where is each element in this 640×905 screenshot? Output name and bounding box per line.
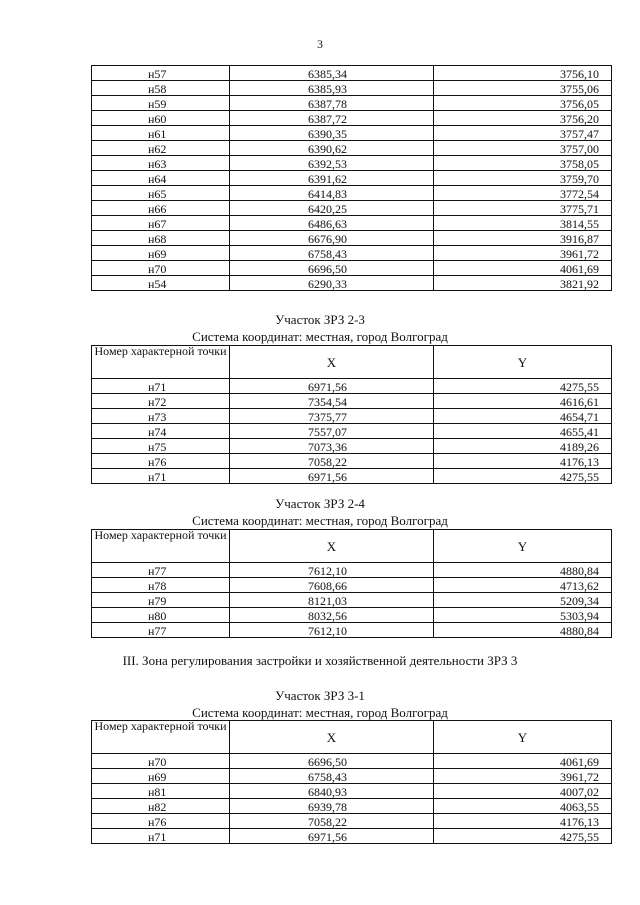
point-number-cell: н72	[92, 394, 230, 409]
header-point-number: Номер характерной точки	[92, 346, 230, 379]
table-row	[92, 424, 612, 439]
table-header-row	[92, 530, 612, 563]
y-coordinate-cell: 3756,10	[434, 66, 612, 81]
table-body	[92, 379, 612, 484]
point-number-cell: н79	[92, 593, 230, 608]
y-coordinate-cell: 3775,71	[434, 201, 612, 216]
table-row	[92, 111, 612, 126]
header-x: X	[230, 346, 434, 379]
point-number-cell: н69	[92, 769, 230, 784]
y-coordinate-cell: 4176,13	[434, 454, 612, 469]
y-coordinate-cell: 3772,54	[434, 186, 612, 201]
table-row	[92, 276, 612, 291]
table-row	[92, 186, 612, 201]
table-row	[92, 799, 612, 814]
point-number-cell: н70	[92, 261, 230, 276]
table-row	[92, 578, 612, 593]
point-number-cell: н61	[92, 126, 230, 141]
section-title-zrz-2-4: Участок ЗРЗ 2-4	[275, 496, 365, 511]
table-row	[92, 754, 612, 769]
table-row	[92, 231, 612, 246]
page-number: 3	[317, 37, 323, 51]
y-coordinate-cell: 5303,94	[434, 608, 612, 623]
y-coordinate-cell: 4275,55	[434, 469, 612, 484]
y-coordinate-cell: 3961,72	[434, 246, 612, 261]
coordinate-system-caption: Система координат: местная, город Волгоград	[192, 513, 448, 528]
table-row	[92, 66, 612, 81]
table-body	[92, 66, 612, 291]
x-coordinate-cell: 7375,77	[230, 409, 434, 424]
point-number-cell: н65	[92, 186, 230, 201]
y-coordinate-cell: 4061,69	[434, 754, 612, 769]
point-number-cell: н62	[92, 141, 230, 156]
coordinates-table-zrz-2-3	[91, 345, 612, 484]
point-number-cell: н80	[92, 608, 230, 623]
header-y: Y	[434, 346, 612, 379]
x-coordinate-cell: 6391,62	[230, 171, 434, 186]
header-point-number: Номер характерной точки	[92, 721, 230, 754]
table-row	[92, 126, 612, 141]
y-coordinate-cell: 3916,87	[434, 231, 612, 246]
x-coordinate-cell: 6971,56	[230, 829, 434, 844]
point-number-cell: н71	[92, 379, 230, 394]
x-coordinate-cell: 7058,22	[230, 814, 434, 829]
x-coordinate-cell: 6387,72	[230, 111, 434, 126]
x-coordinate-cell: 6390,62	[230, 141, 434, 156]
x-coordinate-cell: 6696,50	[230, 754, 434, 769]
y-coordinate-cell: 3757,00	[434, 141, 612, 156]
section-title-zrz-2-3: Участок ЗРЗ 2-3	[275, 312, 365, 327]
table-row	[92, 201, 612, 216]
point-number-cell: н74	[92, 424, 230, 439]
y-coordinate-cell: 3961,72	[434, 769, 612, 784]
y-coordinate-cell: 3757,47	[434, 126, 612, 141]
table-row	[92, 246, 612, 261]
x-coordinate-cell: 6392,53	[230, 156, 434, 171]
header-point-number: Номер характерной точки	[92, 530, 230, 563]
x-coordinate-cell: 6758,43	[230, 246, 434, 261]
header-y: Y	[434, 530, 612, 563]
x-coordinate-cell: 6390,35	[230, 126, 434, 141]
x-coordinate-cell: 8121,03	[230, 593, 434, 608]
y-coordinate-cell: 4275,55	[434, 829, 612, 844]
table-body	[92, 563, 612, 638]
point-number-cell: н71	[92, 829, 230, 844]
table-row	[92, 563, 612, 578]
table-row	[92, 379, 612, 394]
point-number-cell: н66	[92, 201, 230, 216]
coordinates-table-zrz-2-4	[91, 529, 612, 638]
x-coordinate-cell: 7612,10	[230, 623, 434, 638]
x-coordinate-cell: 6939,78	[230, 799, 434, 814]
table-row	[92, 409, 612, 424]
x-coordinate-cell: 7612,10	[230, 563, 434, 578]
table-row	[92, 454, 612, 469]
coordinates-table-zrz-3-1	[91, 720, 612, 844]
x-coordinate-cell: 6971,56	[230, 379, 434, 394]
y-coordinate-cell: 3756,20	[434, 111, 612, 126]
point-number-cell: н75	[92, 439, 230, 454]
point-number-cell: н76	[92, 814, 230, 829]
point-number-cell: н77	[92, 623, 230, 638]
point-number-cell: н58	[92, 81, 230, 96]
x-coordinate-cell: 6758,43	[230, 769, 434, 784]
x-coordinate-cell: 7608,66	[230, 578, 434, 593]
y-coordinate-cell: 4880,84	[434, 563, 612, 578]
coordinates-table-continued	[91, 65, 612, 291]
x-coordinate-cell: 7354,54	[230, 394, 434, 409]
point-number-cell: н71	[92, 469, 230, 484]
point-number-cell: н57	[92, 66, 230, 81]
y-coordinate-cell: 4061,69	[434, 261, 612, 276]
table-row	[92, 769, 612, 784]
x-coordinate-cell: 7073,36	[230, 439, 434, 454]
table-row	[92, 439, 612, 454]
coordinate-system-caption: Система координат: местная, город Волгоград	[192, 705, 448, 720]
point-number-cell: н76	[92, 454, 230, 469]
point-number-cell: н73	[92, 409, 230, 424]
coordinate-system-caption: Система координат: местная, город Волгоград	[192, 329, 448, 344]
y-coordinate-cell: 4616,61	[434, 394, 612, 409]
table-row	[92, 156, 612, 171]
table-row	[92, 623, 612, 638]
point-number-cell: н59	[92, 96, 230, 111]
table-row	[92, 608, 612, 623]
point-number-cell: н78	[92, 578, 230, 593]
y-coordinate-cell: 4275,55	[434, 379, 612, 394]
table-row	[92, 96, 612, 111]
table-row	[92, 141, 612, 156]
table-row	[92, 814, 612, 829]
point-number-cell: н68	[92, 231, 230, 246]
table-header-row	[92, 346, 612, 379]
table-header-row	[92, 721, 612, 754]
point-number-cell: н69	[92, 246, 230, 261]
y-coordinate-cell: 4176,13	[434, 814, 612, 829]
header-y: Y	[434, 721, 612, 754]
x-coordinate-cell: 6385,93	[230, 81, 434, 96]
table-row	[92, 81, 612, 96]
y-coordinate-cell: 5209,34	[434, 593, 612, 608]
section-title-zrz-3-1: Участок ЗРЗ 3-1	[275, 688, 365, 703]
table-row	[92, 829, 612, 844]
table-row	[92, 394, 612, 409]
point-number-cell: н77	[92, 563, 230, 578]
x-coordinate-cell: 6840,93	[230, 784, 434, 799]
table-row	[92, 171, 612, 186]
y-coordinate-cell: 3755,06	[434, 81, 612, 96]
y-coordinate-cell: 4713,62	[434, 578, 612, 593]
point-number-cell: н82	[92, 799, 230, 814]
x-coordinate-cell: 7557,07	[230, 424, 434, 439]
x-coordinate-cell: 8032,56	[230, 608, 434, 623]
point-number-cell: н63	[92, 156, 230, 171]
x-coordinate-cell: 6385,34	[230, 66, 434, 81]
header-x: X	[230, 530, 434, 563]
point-number-cell: н64	[92, 171, 230, 186]
table-row	[92, 784, 612, 799]
x-coordinate-cell: 6676,90	[230, 231, 434, 246]
y-coordinate-cell: 3756,05	[434, 96, 612, 111]
table-row	[92, 593, 612, 608]
y-coordinate-cell: 4189,26	[434, 439, 612, 454]
y-coordinate-cell: 3821,92	[434, 276, 612, 291]
x-coordinate-cell: 6290,33	[230, 276, 434, 291]
x-coordinate-cell: 7058,22	[230, 454, 434, 469]
y-coordinate-cell: 4655,41	[434, 424, 612, 439]
table-row	[92, 216, 612, 231]
zone-heading: III. Зона регулирования застройки и хозяйственной деятельности ЗРЗ 3	[122, 653, 518, 668]
table-row	[92, 261, 612, 276]
y-coordinate-cell: 3759,70	[434, 171, 612, 186]
x-coordinate-cell: 6696,50	[230, 261, 434, 276]
x-coordinate-cell: 6486,63	[230, 216, 434, 231]
x-coordinate-cell: 6971,56	[230, 469, 434, 484]
table-row	[92, 469, 612, 484]
y-coordinate-cell: 3814,55	[434, 216, 612, 231]
x-coordinate-cell: 6387,78	[230, 96, 434, 111]
point-number-cell: н54	[92, 276, 230, 291]
table-body	[92, 754, 612, 844]
x-coordinate-cell: 6414,83	[230, 186, 434, 201]
x-coordinate-cell: 6420,25	[230, 201, 434, 216]
point-number-cell: н70	[92, 754, 230, 769]
point-number-cell: н81	[92, 784, 230, 799]
header-x: X	[230, 721, 434, 754]
y-coordinate-cell: 4880,84	[434, 623, 612, 638]
point-number-cell: н60	[92, 111, 230, 126]
point-number-cell: н67	[92, 216, 230, 231]
y-coordinate-cell: 4654,71	[434, 409, 612, 424]
y-coordinate-cell: 4007,02	[434, 784, 612, 799]
y-coordinate-cell: 3758,05	[434, 156, 612, 171]
y-coordinate-cell: 4063,55	[434, 799, 612, 814]
